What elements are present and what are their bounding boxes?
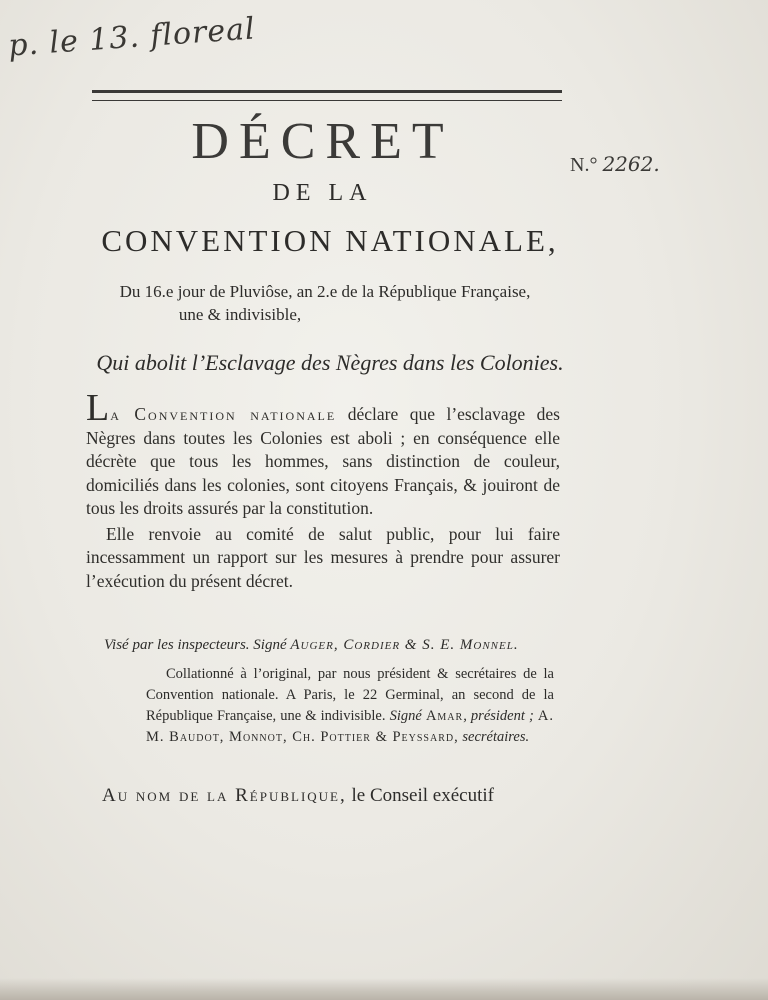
footer-text: le Conseil exécutif	[346, 785, 494, 806]
number-prefix: N.°	[570, 154, 598, 176]
torn-bottom-edge	[0, 978, 768, 1000]
footer-line	[102, 785, 572, 807]
handwritten-note: p. le 13. floreal	[7, 11, 257, 64]
vise-line	[104, 637, 574, 654]
collation-amar: Amar	[425, 708, 464, 724]
collation-secretaires: secrétaires.	[458, 729, 530, 745]
paragraph-2: Elle renvoie au comité de salut public, pour lui faire incessamment un rapport sur les mesures à prendre pour assurer l’exécution du présent décret.	[86, 523, 560, 591]
collation-text	[146, 664, 554, 748]
paragraph-1-smallcaps: a Convention nationale	[110, 404, 337, 424]
collation-signe: Signé	[389, 708, 426, 724]
header-rule	[92, 90, 562, 101]
paragraph-1	[86, 387, 560, 521]
footer-smallcaps: Au nom de la République,	[102, 785, 347, 806]
document-number	[570, 152, 660, 177]
decree-subtitle: Qui abolit l’Esclavage des Nègres dans les Colonies.	[96, 350, 564, 375]
collation-block	[146, 664, 554, 748]
number-value: 2262.	[602, 152, 660, 176]
vise-lead: Visé par les inspecteurs. Signé	[104, 637, 291, 653]
collation-main: Collationné à l’original, par nous président & secrétaires de la Convention nationale. A Paris, le 22 Germinal, an second de la République Française, une & indivisible.	[146, 666, 554, 724]
collation-president: , président ;	[463, 708, 538, 724]
document-title: DÉCRET	[191, 113, 454, 170]
convention-heading: CONVENTION NATIONALE,	[101, 223, 559, 258]
de-la-heading: DE LA	[272, 180, 373, 206]
date-line-2: une & indivisible,	[178, 305, 302, 324]
vise-names: Auger, Cordier & S. E. Monnel.	[290, 637, 519, 653]
decree-body	[86, 387, 560, 593]
drop-cap: L	[86, 387, 111, 429]
paragraph-1-text: déclare que l’esclavage des Nègres dans toutes les Colonies est aboli ; en conséquence elle décrète que tous les hommes, sans distinction de couleur, domiciliés dans les colonies, sont citoyens Français, & jouiront de tous les droits assurés par la constitution.	[86, 404, 560, 518]
date-line-1: Du 16.e jour de Pluviôse, an 2.e de la République Française,	[119, 282, 531, 301]
collation-signers: A. M. Baudot, Monnot, Ch. Pottier & Peyssard,	[146, 708, 555, 745]
